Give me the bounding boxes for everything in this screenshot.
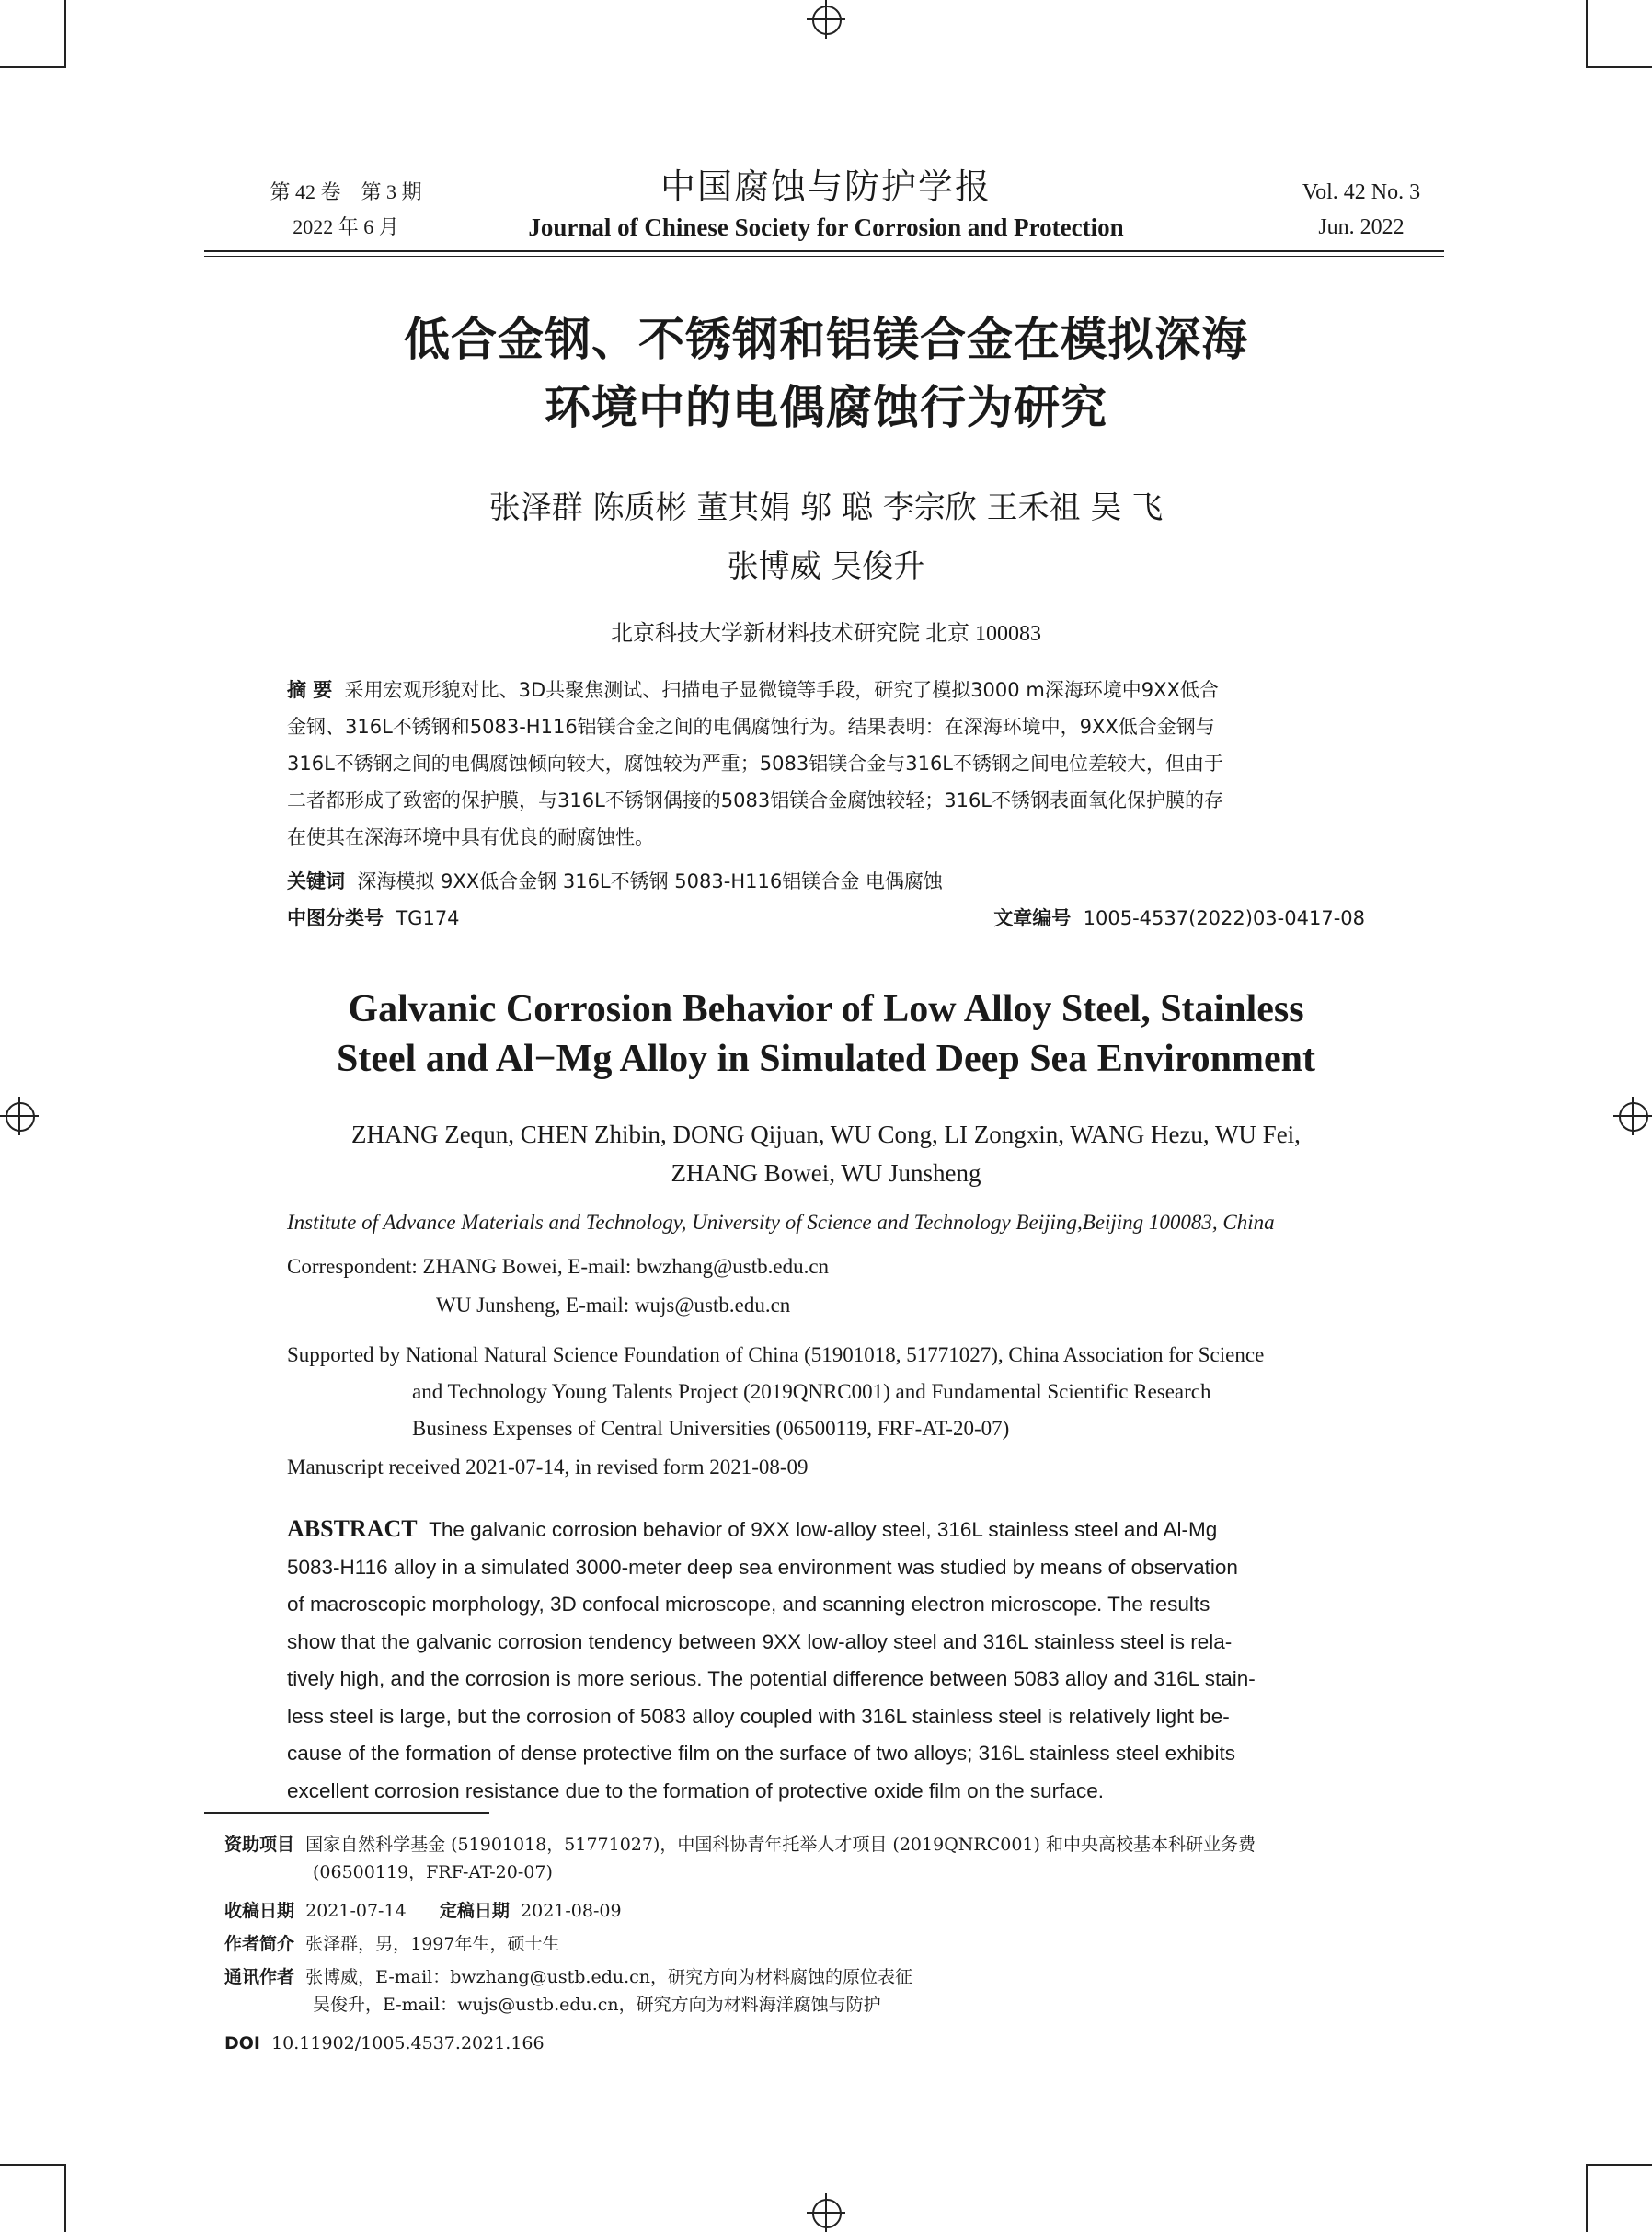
header-volume-zh: 第 42 卷 第 3 期 2022 年 6 月 <box>270 180 422 238</box>
authors-en: ZHANG Zequn, CHEN Zhibin, DONG Qijuan, WU Cong, LI Zongxin, WANG Hezu, WU Fei, ZHANG Bowei, WU Junsheng <box>351 1121 1301 1187</box>
crop-mark <box>1586 2164 1652 2166</box>
supported-line: and Technology Young Talents Project (2019QNRC001) and Fundamental Scientific Research <box>412 1380 1211 1403</box>
crop-mark <box>1586 2164 1588 2232</box>
header-rule <box>204 250 1444 252</box>
abstract-zh: 摘 要 采用宏观形貌对比、3D共聚焦测试、扫描电子显微镜等手段，研究了模拟3000 m深海环境中9XX低合 金钢、316L不锈钢和5083-H116铝镁合金之间的电偶腐蚀行为。结果表明：在深海环境中，9XX低合金钢与 316L不锈钢之间的电偶腐蚀倾向较大，腐蚀较为严重；5083铝镁合金与316L不锈钢之间电位差较大，但由于 二者都形成了致密的保护膜，与316L不锈钢偶接的5083铝镁合金腐蚀较轻；316L不锈钢表面氧化保护膜的存 在使其在深海环境中具有优良的耐腐蚀性。 <box>287 679 1224 848</box>
abstract-zh-label: 摘 要 <box>287 679 333 701</box>
supported-line: Business Expenses of Central Universities (06500119, FRF-AT-20-07) <box>412 1417 1010 1440</box>
footnote-author: 作者简介 张泽群，男，1997年生，硕士生 <box>224 1934 560 1954</box>
crop-mark <box>0 66 66 68</box>
footnote-doi: DOI 10.11902/1005.4537.2021.166 <box>224 2033 545 2054</box>
footnote-funding: 资助项目 国家自然科学基金 (51901018，51771027)，中国科协青年托举人才项目 (2019QNRC001) 和中央高校基本科研业务费 (06500119，FRF-AT-20-07) <box>224 1835 1256 1882</box>
registration-mark-icon <box>807 0 845 39</box>
abstract-en: ABSTRACT The galvanic corrosion behavior of 9XX low-alloy steel, 316L stainless steel and Al-Mg 5083-H116 alloy in a simulated 3000-meter deep sea environment was studied by means of observation of macroscopic morphology, 3D confocal microscope, and scanning electron microscope. The results show that the galvanic corrosion tendency between 9XX low-alloy steel and 316L stainless steel is rela- tively high, and the corrosion is more serious. The potential difference between 5083 alloy and 316L stain- less steel is large, but the corrosion of 5083 alloy coupled with 316L stainless steel is relatively light be- cause of the formation of dense protective film on the surface of two alloys; 316L stainless steel exhibits excellent corrosion resistance due to the formation of protective oxide film on the surface. <box>287 1515 1256 1802</box>
journal-title: 中国腐蚀与防护学报 Journal of Chinese Society for Corrosion and Protection <box>528 167 1124 241</box>
crop-mark <box>64 0 66 66</box>
keywords-zh: 关键词 深海模拟 9XX低合金钢 316L不锈钢 5083-H116铝镁合金 电偶腐蚀 <box>287 870 943 892</box>
footnote-correspondent: 通讯作者 张博威，E-mail：bwzhang@ustb.edu.cn，研究方向为材料腐蚀的原位表征 吴俊升，E-mail：wujs@ustb.edu.cn，研究方向为材料海洋腐蚀与防护 <box>224 1967 913 2015</box>
paper-title-zh: 低合金钢、不锈钢和铝镁合金在模拟深海 环境中的电偶腐蚀行为研究 <box>404 313 1248 434</box>
registration-mark-icon <box>1613 1097 1652 1135</box>
footnote-rule <box>204 1812 489 1814</box>
manuscript-dates: Manuscript received 2021-07-14, in revised form 2021-08-09 <box>287 1455 809 1478</box>
affiliation-zh: 北京科技大学新材料技术研究院 北京 100083 <box>611 622 1041 646</box>
crop-mark <box>1586 66 1652 68</box>
crop-mark <box>1586 0 1588 66</box>
crop-mark <box>0 2164 66 2166</box>
correspondent-line: WU Junsheng, E-mail: wujs@ustb.edu.cn <box>436 1294 791 1317</box>
correspondent-line: Correspondent: ZHANG Bowei, E-mail: bwzhang@ustb.edu.cn <box>287 1255 830 1278</box>
header-volume-en: Vol. 42 No. 3 Jun. 2022 <box>1302 180 1421 239</box>
registration-mark-icon <box>807 2193 845 2232</box>
header-rule <box>204 256 1444 257</box>
classification-zh: 中图分类号 TG174 文章编号 1005-4537(2022)03-0417-08 <box>287 907 1365 929</box>
registration-mark-icon <box>0 1097 39 1135</box>
supported-line: Supported by National Natural Science Foundation of China (51901018, 51771027), China Association for Science <box>287 1343 1265 1366</box>
crop-mark <box>64 2164 66 2232</box>
abstract-en-label: ABSTRACT <box>287 1515 418 1542</box>
institute-en: Institute of Advance Materials and Technology, University of Science and Technology Beijing,Beijing 100083, China <box>287 1211 1275 1234</box>
authors-zh: 张泽群 陈质彬 董其娟 邬 聪 李宗欣 王禾祖 吴 飞 张博威 吴俊升 <box>488 489 1164 585</box>
paper-title-en: Galvanic Corrosion Behavior of Low Alloy Steel, Stainless Steel and Al−Mg Alloy in Simulated Deep Sea Environment <box>337 988 1315 1080</box>
footnote-received: 收稿日期 2021-07-14 定稿日期 2021-08-09 <box>224 1901 622 1921</box>
